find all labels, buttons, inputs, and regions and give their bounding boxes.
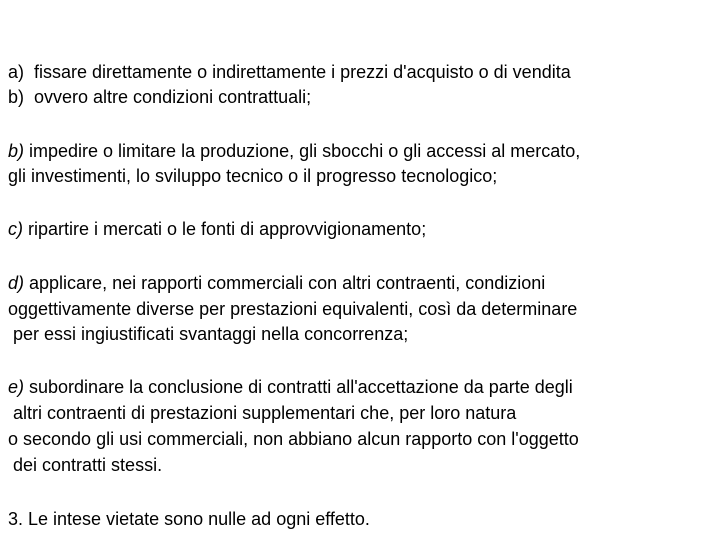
item-c-marker: c) (8, 219, 23, 239)
item-e-line-2: altri contraenti di prestazioni supplementari che, per loro natura (8, 403, 517, 423)
item-d-line-2: oggettivamente diverse per prestazioni equivalenti, così da determinare (8, 299, 578, 319)
item-b-line-1 (8, 140, 580, 162)
item-d-line-3: per essi ingiustificati svantaggi nella concorrenza; (8, 324, 409, 344)
item-e-text-1: subordinare la conclusione di contratti all'accettazione da parte degli (24, 377, 573, 397)
item-c-text-1: ripartire i mercati o le fonti di approvvigionamento; (23, 219, 427, 239)
intro-line-b: b) ovvero altre condizioni contrattuali; (8, 87, 312, 107)
item-e-marker: e) (8, 377, 25, 397)
closing-paragraph: 3. Le intese vietate sono nulle ad ogni effetto. (8, 509, 370, 529)
item-b-marker: b) (8, 141, 25, 161)
item-d-marker: d) (8, 273, 25, 293)
item-e-line-1 (8, 376, 573, 398)
item-b-text-1: impedire o limitare la produzione, gli sbocchi o gli accessi al mercato, (24, 141, 581, 161)
item-d-line-1 (8, 272, 545, 294)
item-d-text-1: applicare, nei rapporti commerciali con altri contraenti, condizioni (24, 273, 546, 293)
item-b-line-2: gli investimenti, lo sviluppo tecnico o il progresso tecnologico; (8, 166, 498, 186)
item-c-line-1 (8, 218, 426, 240)
item-e-line-3: o secondo gli usi commerciali, non abbiano alcun rapporto con l'oggetto (8, 429, 579, 449)
intro-line-a: a) fissare direttamente o indirettamente i prezzi d'acquisto o di vendita (8, 62, 571, 82)
item-e-line-4: dei contratti stessi. (8, 455, 163, 475)
